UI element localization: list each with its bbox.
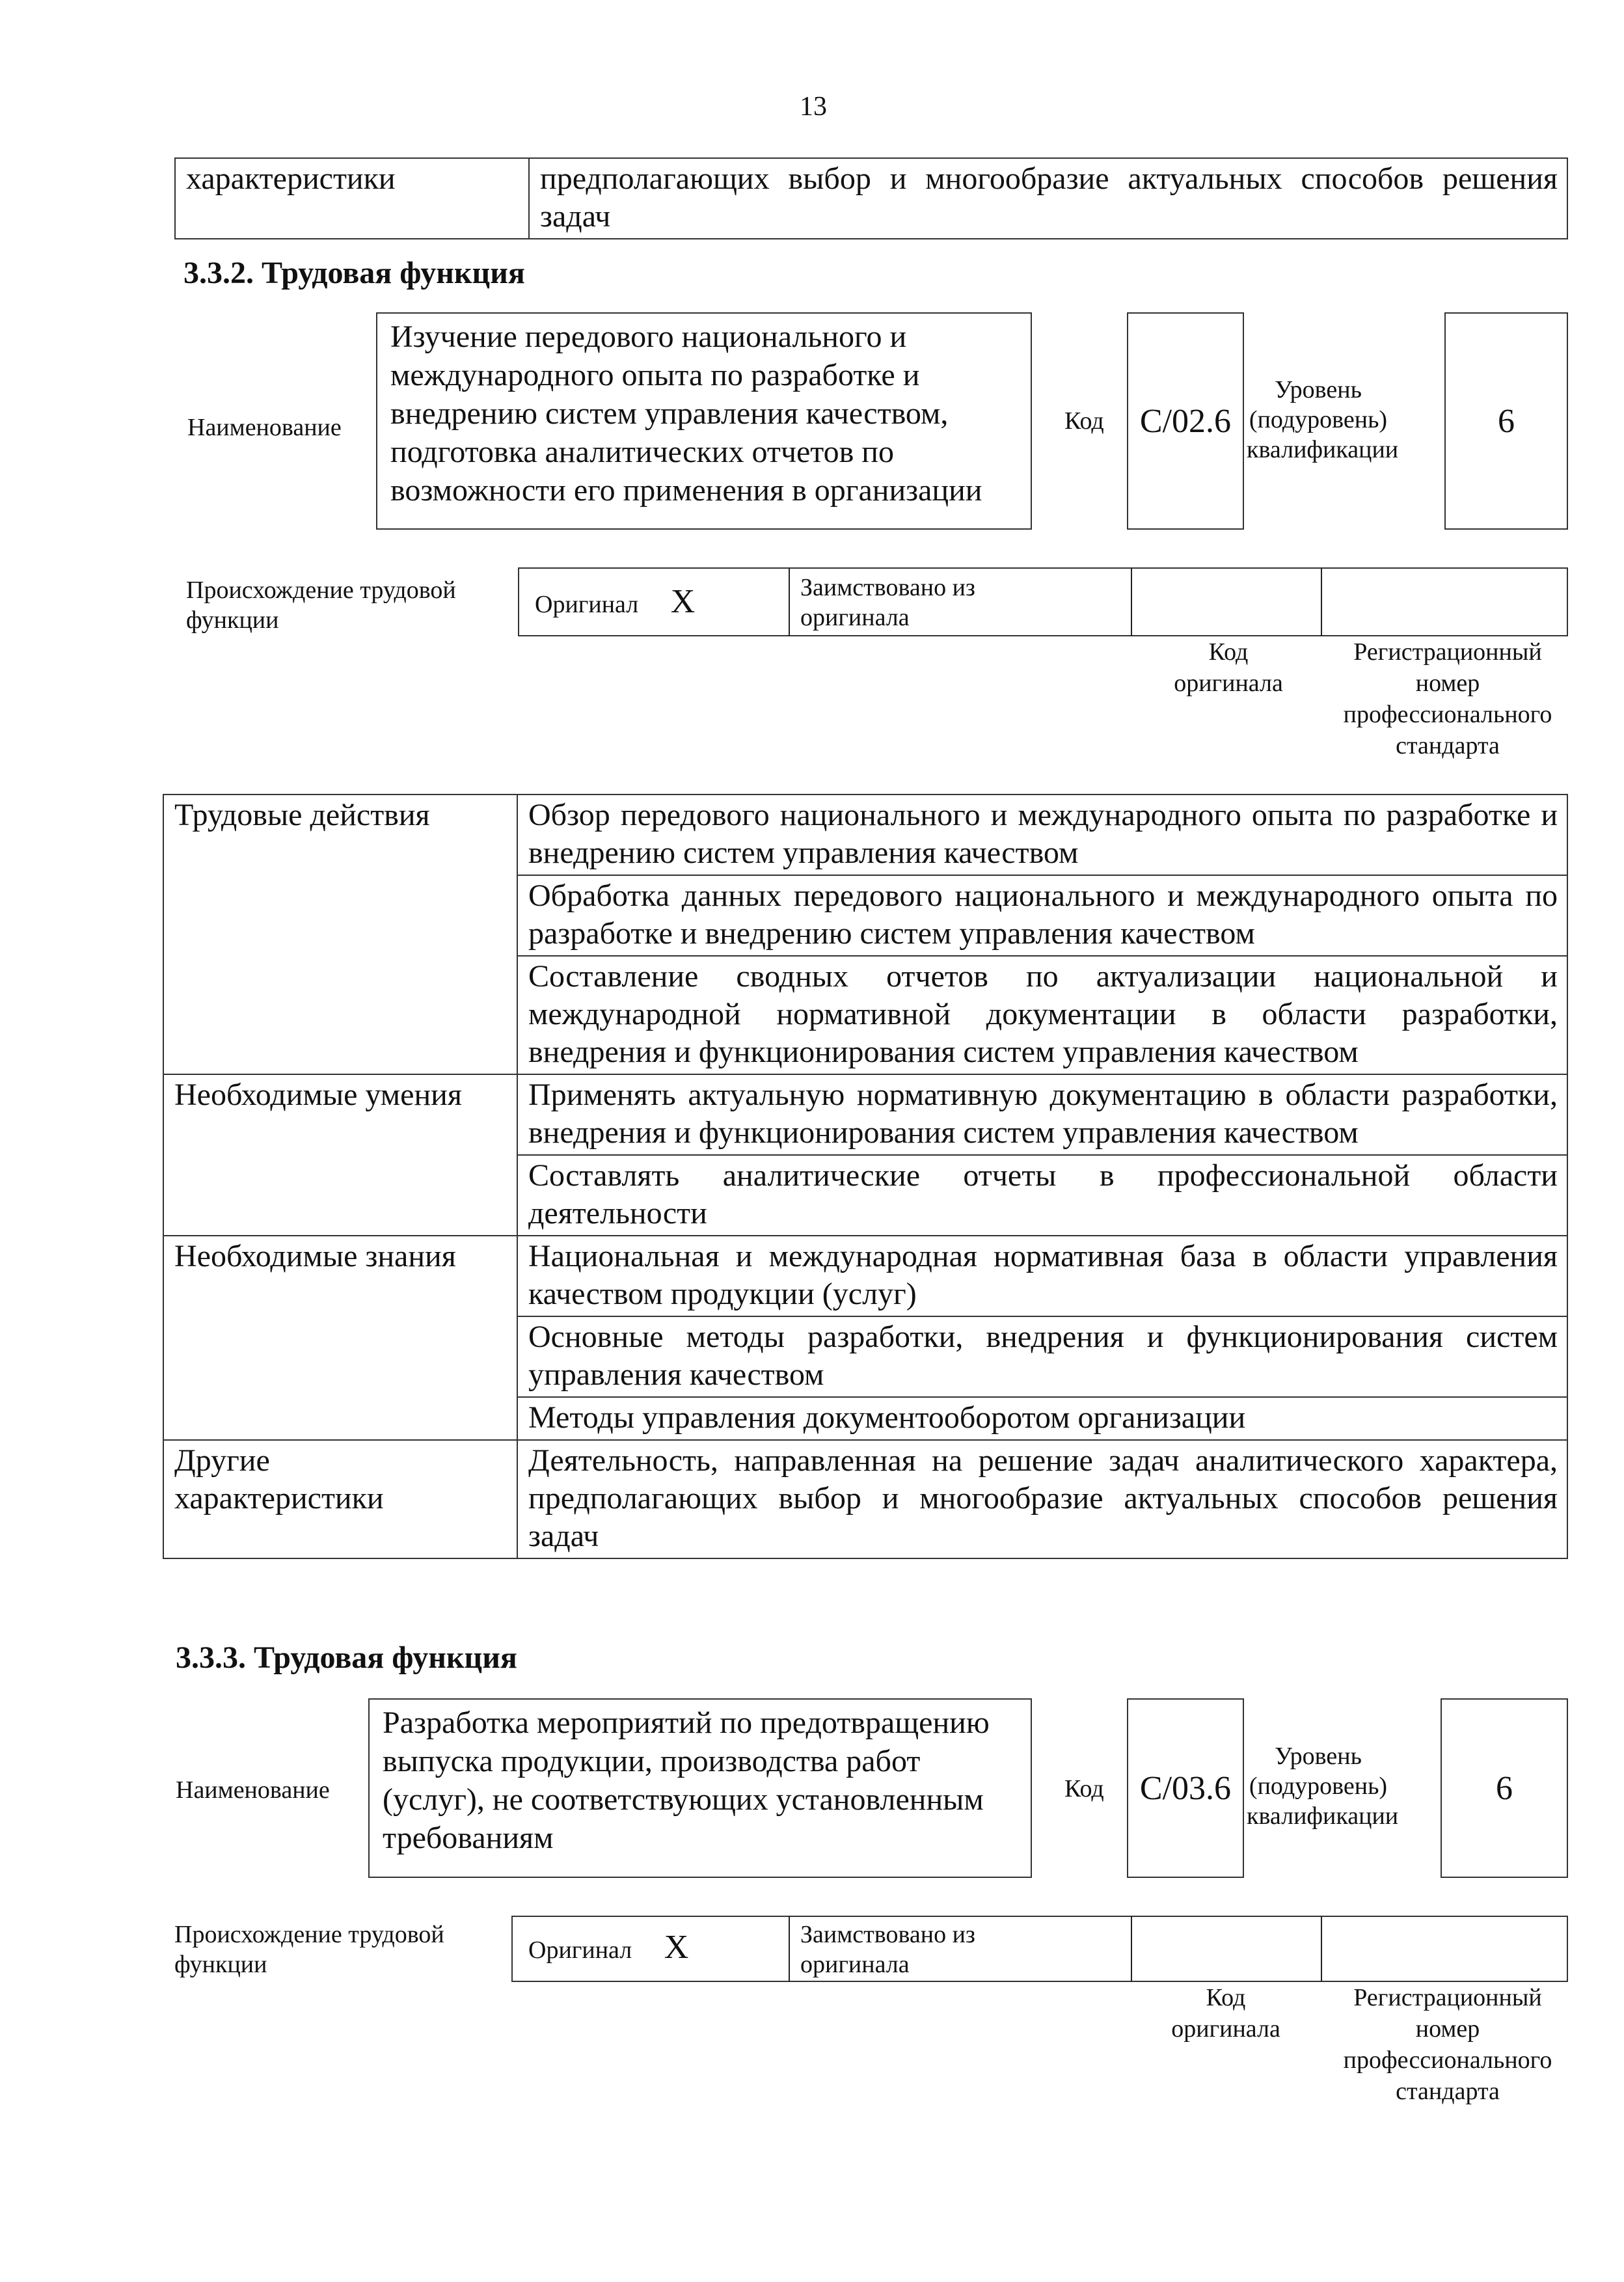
borrowed-label-line: Заимствовано из [800,574,975,601]
continuation-table [174,157,1568,239]
function-name-line: Разработка мероприятий по предотвращению [383,1705,990,1740]
section-title-333: 3.3.3. Трудовая функция [176,1640,517,1675]
borrowed-label-line: оригинала [800,1951,910,1978]
labor-actions-label: Трудовые действия [163,795,517,1074]
continuation-line-1: предполагающих выбор и многообразие актуальных способов решения [540,161,1558,196]
code-original-line: Код [1208,638,1249,666]
function-name-line: внедрению систем управления качеством, [390,396,949,431]
code-label-333: Код [1064,1775,1104,1802]
knowledge-item: Методы управления документооборотом организации [517,1397,1567,1440]
reg-number-label-332 [1327,636,1568,761]
labor-action-item: Составление сводных отчетов по актуализации национальной и международной нормативной документации в области разработки, внедрения и функционирования систем управления качеством [517,956,1567,1074]
original-cell-333 [528,1929,689,1966]
level-label-line: Уровень [1275,376,1362,403]
function-name-line: подготовка аналитических отчетов по [390,435,894,469]
reg-number-line: профессионального [1343,2046,1552,2074]
knowledge-item: Основные методы разработки, внедрения и функционирования систем управления качеством [517,1316,1567,1397]
reg-number-line: номер [1415,670,1480,697]
function-name-line: Изучение передового национального и [390,319,907,354]
original-mark: X [670,583,696,620]
origin-label-line: Происхождение трудовой [174,1921,444,1948]
reg-number-line: Регистрационный [1353,1984,1542,2011]
knowledge-label: Необходимые знания [163,1236,517,1440]
level-label-line: квалификации [1247,436,1399,463]
origin-label-line: Происхождение трудовой [186,577,456,604]
reg-number-label-333 [1327,1982,1568,2107]
reg-number-line: стандарта [1396,2078,1500,2105]
labor-action-item: Обзор передового национального и международного опыта по разработке и внедрению систем управления качеством [517,795,1567,875]
level-label-line: Уровень [1275,1743,1362,1770]
level-box-333: 6 [1441,1698,1568,1878]
continuation-line-2: задач [540,199,611,234]
level-label-333 [1247,1741,1399,1831]
function-name-line: требованиям [383,1821,554,1855]
reg-number-line: стандарта [1396,732,1500,759]
other-label-line: характеристики [174,1481,384,1515]
borrowed-cell-332 [800,573,975,632]
borrowed-label-line: Заимствовано из [800,1921,975,1948]
function-name-line: возможности его применения в организации [390,473,982,508]
other-label [163,1440,517,1558]
reg-number-line: Регистрационный [1353,638,1542,666]
other-label-line: Другие [174,1443,270,1478]
skills-label: Необходимые умения [163,1074,517,1236]
function-name-line: международного опыта по разработке и [390,358,920,392]
code-box-332: C/02.6 [1127,312,1244,530]
code-original-label-333 [1154,1982,1297,2044]
function-name-line: (услуг), не соответствующих установленным [383,1782,984,1817]
original-label: Оригинал [528,1936,632,1964]
code-original-line: оригинала [1171,2015,1280,2043]
origin-label-333 [174,1920,444,1979]
function-name-box-333 [368,1698,1032,1878]
code-original-label-332 [1157,636,1300,699]
origin-label-line: функции [174,1951,267,1978]
level-label-line: квалификации [1247,1802,1399,1830]
labor-action-item: Обработка данных передового национального и международного опыта по разработке и внедрению систем управления качеством [517,875,1567,956]
page-number: 13 [800,92,827,122]
original-cell-332 [535,583,696,620]
skill-item: Применять актуальную нормативную документацию в области разработки, внедрения и функционирования систем управления качеством [517,1074,1567,1155]
function-name-line: выпуска продукции, производства работ [383,1744,921,1778]
borrowed-label-line: оригинала [800,604,910,631]
continuation-text [529,158,1567,239]
origin-label-line: функции [186,606,279,634]
section-title-332: 3.3.2. Трудовая функция [183,256,525,290]
other-text: Деятельность, направленная на решение задач аналитического характера, предполагающих выбор и многообразие актуальных способов решения задач [517,1440,1567,1558]
code-original-line: Код [1206,1984,1246,2011]
level-label-332 [1247,375,1399,465]
details-table [163,794,1568,1559]
function-name-box-332 [376,312,1032,530]
skill-item: Составлять аналитические отчеты в профессиональной области деятельности [517,1155,1567,1236]
knowledge-item: Национальная и международная нормативная база в области управления качеством продукции (услуг) [517,1236,1567,1316]
name-label-333: Наименование [176,1776,330,1804]
continuation-label: характеристики [175,158,529,239]
origin-label-332 [186,575,456,635]
original-label: Оригинал [535,591,639,618]
borrowed-cell-333 [800,1920,975,1979]
level-label-line: (подуровень) [1249,406,1388,433]
level-label-line: (подуровень) [1249,1773,1388,1800]
name-label-332: Наименование [187,414,342,441]
reg-number-line: номер [1415,2015,1480,2043]
code-label-332: Код [1064,407,1104,435]
reg-number-line: профессионального [1343,701,1552,728]
code-original-line: оригинала [1174,670,1283,697]
code-box-333: C/03.6 [1127,1698,1244,1878]
level-box-332: 6 [1444,312,1568,530]
original-mark: X [664,1929,689,1966]
